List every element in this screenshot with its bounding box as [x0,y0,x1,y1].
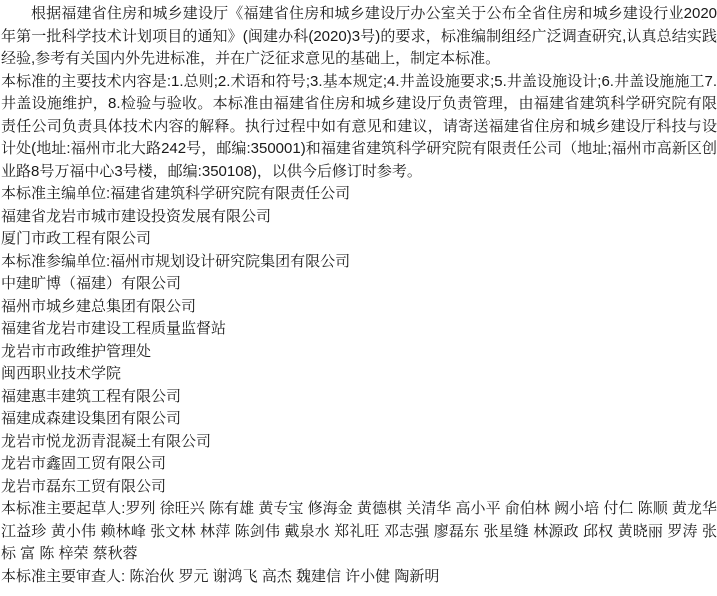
unit-line: 龙岩市悦龙沥青混凝土有限公司 [1,432,212,450]
unit-line: 福建成森建设集团有限公司 [1,410,182,427]
unit-line: 福建省龙岩市城市建设投资发展有限公司 [1,207,272,225]
technical-content-paragraph: 本标准的主要技术内容是:1.总则;2.术语和符号;3.基本规定;4.井盖设施要求;5.井盖设施设计;6.井盖设施施工7.井盖设施维护，8.检验与验收。本标准由福建省住房和城乡建设厅负责管理，由福建省建筑科学研究院有限责任公司负责具体技术内容的解释。执行过程中如有意见和建议，请寄送福建省住房和城乡建设厅科技与设计处(地址:福州市北大路242号，邮编:350001)和福建省建筑科学研究院有限责任公司（地址;福州市高新区创业路8号万福中心3号楼，邮编:350108)，以供今后修订时参考。 [1,72,717,180]
unit-line: 龙岩市磊东工贸有限公司 [1,477,167,495]
unit-line: 本标准主编单位:福建省建筑科学研究院有限责任公司 [1,185,351,202]
unit-line: 龙岩市鑫固工贸有限公司 [1,455,167,472]
intro-paragraph: 根据福建省住房和城乡建设厅《福建省住房和城乡建设厅办公室关于公布全省住房和城乡建设行业2020年第一批科学技术计划项目的通知》(闽建办科(2020)3号)的要求，标准编制组经广泛调查研究,认真总结实践经验,参考有关国内外先进标准，并在广泛征求意见的基础上，制定本标准。 [1,5,717,67]
reviewers-paragraph: 本标准主要审查人: 陈治伙 罗元 谢鸿飞 高杰 魏建信 许小健 陶新明 [1,567,440,585]
drafters-paragraph: 本标准主要起草人:罗列 徐旺兴 陈有雄 黄专宝 修海金 黄德棋 关清华 高小平 俞伯林 阙小培 付仁 陈顺 黄龙华 江益珍 黄小伟 赖林峰 张文林 林萍 陈剑伟 戴泉水 郑礼旺 邓志强 廖磊东 张星缝 林源政 邱权 黄晓丽 罗涛 张标 富 陈 梓荣 蔡秋蓉 [1,500,717,562]
editing-units-list [1,183,717,498]
unit-line: 闽西职业技术学院 [1,365,122,382]
unit-line: 厦门市政工程有限公司 [1,230,152,247]
unit-line: 本标准参编单位:福州市规划设计研究院集团有限公司 [1,252,351,270]
unit-line: 中建旷博（福建）有限公司 [1,275,182,292]
unit-line: 福州市城乡建总集团有限公司 [1,297,197,315]
unit-line: 龙岩市市政维护管理处 [1,342,152,360]
unit-line: 福建省龙岩市建设工程质量监督站 [1,320,227,337]
unit-line: 福建惠丰建筑工程有限公司 [1,387,182,405]
